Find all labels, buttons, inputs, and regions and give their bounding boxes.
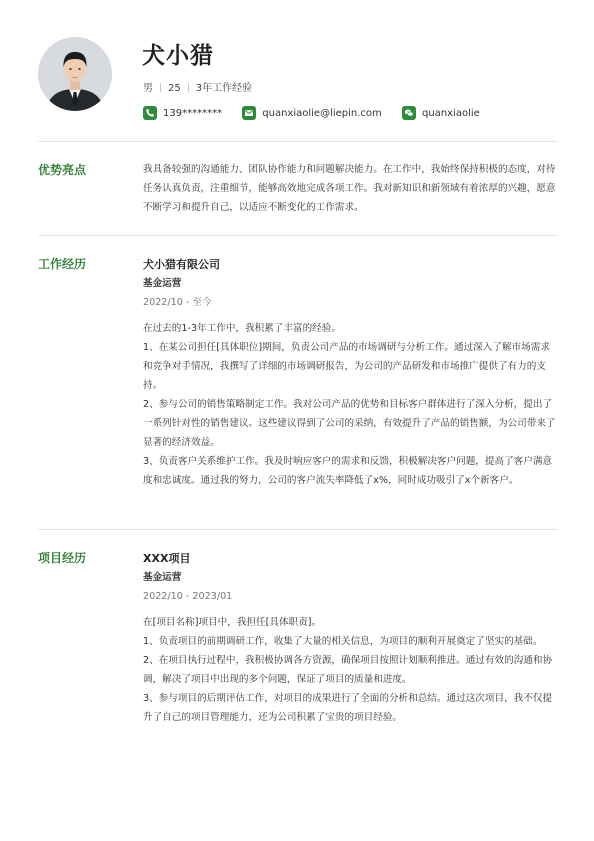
section-title-strengths: 优势亮点 (38, 163, 87, 177)
section-title-projects: 项目经历 (38, 551, 87, 565)
section-title-work: 工作经历 (38, 257, 87, 271)
wechat-icon (402, 106, 416, 120)
project-entry (143, 551, 558, 727)
phone-icon (143, 106, 157, 120)
mail-icon (242, 106, 256, 120)
avatar (38, 37, 112, 111)
contact-email (242, 106, 382, 120)
phone-number: 139******** (163, 107, 223, 119)
project-period: 2022/10 - 2023/01 (143, 591, 233, 602)
age: 25 (168, 83, 181, 94)
project-name: XXX项目 (143, 552, 191, 565)
profile-photo (38, 37, 112, 111)
project-role: 基金运营 (143, 572, 182, 583)
company-name: 犬小猎有限公司 (143, 258, 220, 271)
project-description (143, 613, 558, 727)
work-entry (143, 257, 558, 490)
work-experience-years: 3年工作经验 (195, 83, 253, 94)
description-line: 3、参与项目的后期评估工作，对项目的成果进行了全面的分析和总结。通过这次项目，我不仅提升了自己的项目管理能力，还为公司积累了宝贵的项目经验。 (143, 693, 553, 723)
work-period: 2022/10 - 至今 (143, 297, 212, 308)
description-line: 1、负责项目的前期调研工作，收集了大量的相关信息，为项目的顺利开展奠定了坚实的基础。 (143, 636, 543, 647)
strengths-text: 我具备较强的沟通能力、团队协作能力和问题解决能力。在工作中，我始终保持积极的态度，对待任务认真负责，注重细节，能够高效地完成各项工作。我对新知识和新领域有着浓厚的兴趣，愿意不断学习和提升自己，以适应不断变化的工作需求。 (143, 164, 556, 213)
contact-info (143, 106, 497, 122)
description-line: 2、参与公司的销售策略制定工作。我对公司产品的优势和目标客户群体进行了深入分析，提出了一系列针对性的销售建议。这些建议得到了公司的采纳，有效提升了产品的销售额，为公司带来了显著的经济效益。 (143, 399, 556, 448)
separator (188, 83, 189, 92)
description-line: 在过去的1-3年工作中，我积累了丰富的经验。 (143, 323, 341, 334)
description-line: 2、在项目执行过程中，我积极协调各方资源，确保项目按照计划顺利推进。通过有效的沟通和协调，解决了项目中出现的多个问题，保证了项目的质量和进度。 (143, 655, 553, 685)
wechat-id: quanxiaolie (421, 107, 480, 119)
description-line: 3、负责客户关系维护工作。我及时响应客户的需求和反馈，积极解决客户问题，提高了客户满意度和忠诚度。通过我的努力，公司的客户流失率降低了x%，同时成功吸引了x个新客户。 (143, 456, 553, 486)
email-address: quanxiaolie@liepin.com (262, 107, 382, 119)
candidate-name: 犬小猎 (142, 43, 214, 69)
section-divider (38, 235, 558, 236)
description-line: 在[项目名称]项目中，我担任[具体职责]。 (143, 617, 322, 628)
gender: 男 (143, 83, 153, 94)
description-line: 1、在某公司担任[具体职位]期间，负责公司产品的市场调研与分析工作。通过深入了解市场需求和竞争对手情况，我撰写了详细的市场调研报告，为公司的产品研发和市场推广提供了有力的支持。 (143, 342, 550, 391)
contact-wechat (402, 106, 480, 120)
basic-info (143, 82, 252, 96)
job-title: 基金运营 (143, 278, 182, 289)
section-divider (38, 141, 558, 142)
work-description (143, 319, 558, 490)
contact-phone (143, 106, 222, 120)
section-divider (38, 529, 558, 530)
separator (160, 83, 161, 92)
